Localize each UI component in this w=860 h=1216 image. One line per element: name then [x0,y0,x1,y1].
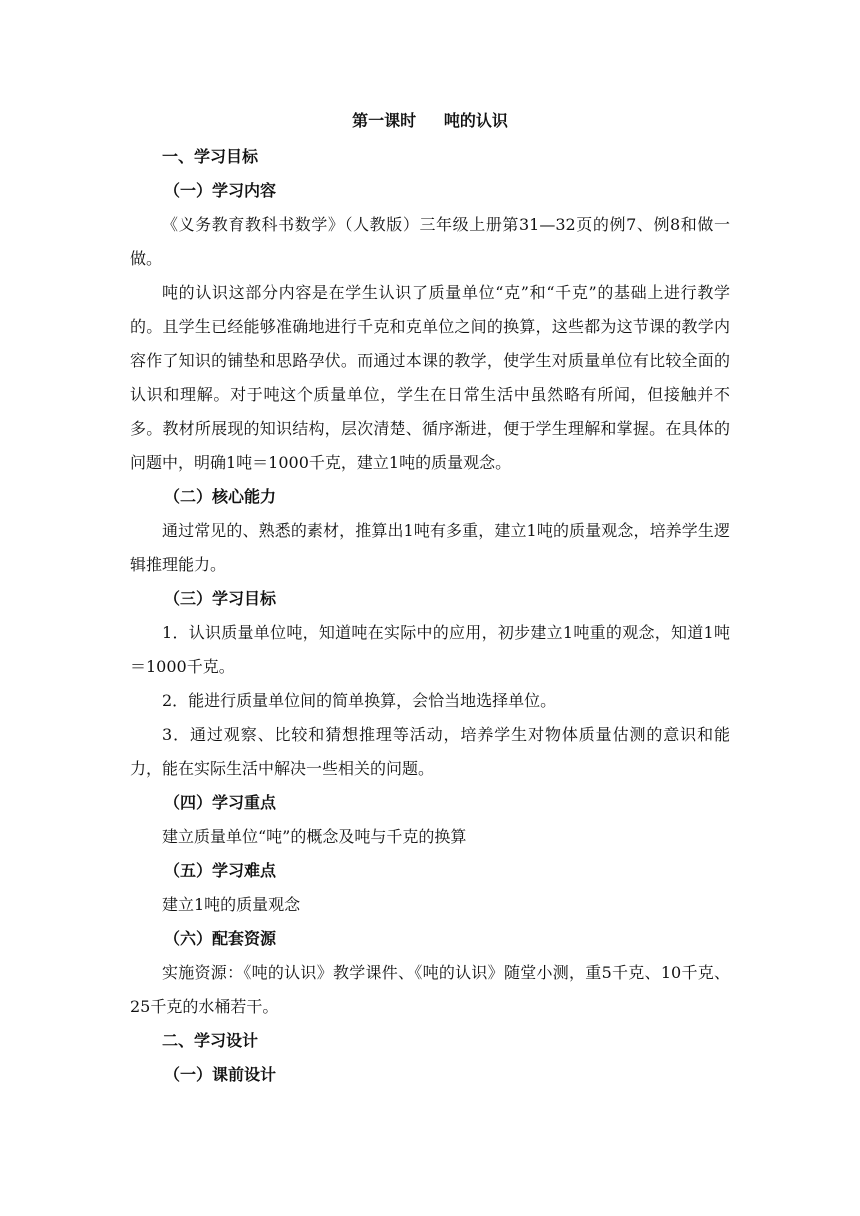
paragraph: 2．能进行质量单位间的简单换算，会恰当地选择单位。 [162,691,557,710]
paragraph: 3．通过观察、比较和猜想推理等活动，培养学生对物体质量估测的意识和能力，能在实际生活中解决一些相关的问题。 [130,725,730,778]
subsection-heading: （二）核心能力 [164,487,277,506]
subsection-heading: （四）学习重点 [164,793,277,812]
subsection-heading: （六）配套资源 [164,929,277,948]
paragraph: 实施资源：《吨的认识》教学课件、《吨的认识》随堂小测，重5千克、10千克、25千克的水桶若干。 [130,963,730,1016]
document-body [130,140,730,1092]
subsection-heading: （一）学习内容 [164,181,277,200]
paragraph: 通过常见的、熟悉的素材，推算出1吨有多重，建立1吨的质量观念，培养学生逻辑推理能力。 [130,521,730,574]
subsection-heading: （一）课前设计 [164,1065,277,1084]
subsection-heading: （五）学习难点 [164,861,277,880]
paragraph: 建立质量单位“吨”的概念及吨与千克的换算 [162,827,467,846]
subsection-heading: （三）学习目标 [164,589,277,608]
paragraph: 吨的认识这部分内容是在学生认识了质量单位“克”和“千克”的基础上进行教学的。且学生已经能够准确地进行千克和克单位之间的换算，这些都为这节课的教学内容作了知识的铺垫和思路孕伏。而通过本课的教学，使学生对质量单位有比较全面的认识和理解。对于吨这个质量单位，学生在日常生活中虽然略有所闻，但接触并不多。教材所展现的知识结构，层次清楚、循序渐进，便于学生理解和掌握。在具体的问题中，明确1吨＝1000千克，建立1吨的质量观念。 [130,283,730,472]
paragraph: 建立1吨的质量观念 [162,895,301,914]
section-heading: 一、学习目标 [162,147,259,166]
document-title: 第一课时 吨的认识 [352,111,508,130]
paragraph: 《义务教育教科书数学》（人教版）三年级上册第31—32页的例7、例8和做一做。 [130,215,730,268]
section-heading: 二、学习设计 [162,1031,259,1050]
paragraph: 1．认识质量单位吨，知道吨在实际中的应用，初步建立1吨重的观念，知道1吨＝1000千克。 [130,623,730,676]
